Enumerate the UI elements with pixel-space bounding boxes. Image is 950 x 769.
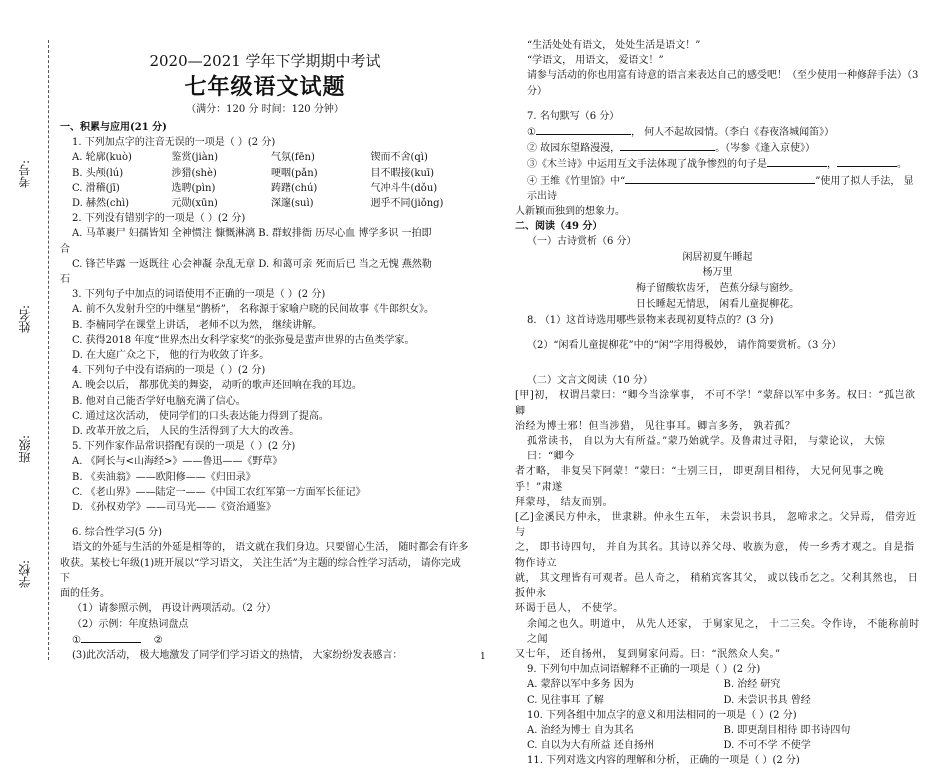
question-8: 8. （1）这首诗选用哪些景物来表现初夏特点的？(3 分) bbox=[527, 314, 774, 326]
q7-answer-blank[interactable] bbox=[767, 156, 827, 167]
q10-option: A. 治经为博士 自为其名 bbox=[527, 724, 634, 736]
q1-option: D. 赫然(chì) bbox=[72, 198, 130, 210]
q7-text: ③《木兰诗》中运用互文手法体现了战争惨烈的句子是 bbox=[527, 159, 767, 171]
right-column bbox=[515, 38, 920, 769]
binding-line bbox=[48, 40, 50, 660]
q7-answer-blank[interactable] bbox=[720, 173, 815, 184]
q7-answer-blank[interactable] bbox=[837, 156, 897, 167]
q7-text: 。（岑参《逢入京使》） bbox=[715, 143, 816, 155]
q4-option: C. 通过这次活动， 使同学们的口头表达能力得到了提高。 bbox=[72, 410, 329, 422]
q5-option: A. 《阿长与<山海经>》——鲁迅——《野草》 bbox=[72, 456, 283, 468]
question-5: 5. 下列作家作品常识搭配有误的一项是（ ）(2 分) bbox=[72, 441, 296, 453]
q6-answer-blanks bbox=[60, 632, 470, 648]
q1-options-row bbox=[60, 196, 470, 211]
poem-author: 杨万里 bbox=[702, 266, 733, 278]
q1-options-row bbox=[60, 150, 470, 165]
q7-line-3 bbox=[515, 156, 920, 172]
passage-line: 又七年， 还自扬州， 复到舅家问焉。曰：“泯然众人矣。” bbox=[515, 648, 781, 660]
question-10: 10. 下列各组中加点字的意义和用法相同的一项是（ ）(2 分) bbox=[527, 709, 797, 721]
q1-option: A. 轮廓(kuò) bbox=[72, 152, 132, 164]
q9-option: D. 未尝识书具 曾经 bbox=[723, 694, 811, 706]
q5-option: B. 《卖油翁》——欧阳修——《归田录》 bbox=[72, 471, 256, 483]
q6-task-2: （2）示例：年度热词盘点 bbox=[72, 618, 189, 630]
q7-text: ， 何人不起故园情。（李白《春夜洛城闻笛》） bbox=[630, 127, 835, 139]
q6-quote: “学语文， 用语文， 爱语文！” bbox=[527, 55, 664, 67]
q1-option: 哽咽(pǎn) bbox=[271, 167, 318, 179]
q1-option: 元勋(xūn) bbox=[171, 198, 218, 210]
q5-option: D. 《孙权劝学》——司马光——《资治通鉴》 bbox=[72, 502, 277, 514]
q6-task-3: (3)此次活动， 极大地激发了同学们学习语文的热情， 大家纷纷发表感言： bbox=[72, 649, 403, 661]
q1-option: 深邃(suì) bbox=[271, 198, 314, 210]
section-1-heading: 一、积累与应用(21 分) bbox=[60, 122, 167, 133]
passage-line: 者才略， 非复吴下阿蒙！”蒙曰：“士别三日， 即更刮目相待， 大兄何见事之晚乎！”肃遂 bbox=[515, 466, 884, 493]
q9-option: A. 蒙辞以军中多务 因为 bbox=[527, 679, 634, 691]
left-column bbox=[60, 38, 470, 663]
q4-option: B. 他对自己能否学好电脑充满了信心。 bbox=[72, 395, 246, 407]
q2-option-cd: C. 锋芒毕露 一返既往 心会神凝 杂乱无章 D. 和蔼可亲 死而后已 当之无愧 燕然勒 bbox=[72, 258, 432, 270]
q1-option: 气氛(fēn) bbox=[271, 152, 315, 164]
q7-text: ， bbox=[827, 159, 837, 171]
q6-task-3-prompt: 请参与活动的你也用富有诗意的语言来表达自己的感受吧！（至少使用一种修辞手法）（3 分） bbox=[527, 70, 919, 97]
binding-strip bbox=[10, 40, 52, 660]
question-11: 11. 下列对选文内容的理解和分析， 正确的一项是（ ）(2 分) bbox=[527, 755, 800, 767]
q7-answer-blank[interactable] bbox=[536, 124, 631, 135]
q3-option: D. 在大庭广众之下， 他的行为收敛了许多。 bbox=[72, 350, 270, 362]
q7-line-2 bbox=[515, 140, 920, 156]
q9-option: B. 治经 研究 bbox=[723, 679, 781, 691]
exam-title: 2020—2021 学年下学期期中考试 bbox=[149, 52, 381, 70]
q9-options-row bbox=[515, 693, 920, 708]
question-4: 4. 下列句子中没有语病的一项是（ ）(2 分) bbox=[72, 365, 266, 377]
q7-text: ② 故园东望路漫漫， bbox=[527, 143, 621, 155]
q2-option-ab-wrap: 合 bbox=[60, 243, 70, 255]
q7-label: ① bbox=[527, 127, 536, 139]
q3-option: B. 李楠同学在课堂上讲话， 老师不以为然， 继续讲解。 bbox=[72, 319, 323, 331]
question-7: 7. 名句默写（6 分） bbox=[527, 110, 620, 122]
q9-option: C. 见往事耳 了解 bbox=[527, 694, 604, 706]
q6-quote: “生活处处有语文， 处处生活是语文！” bbox=[527, 40, 701, 51]
q4-option: D. 改革开放之后， 人民的生活得到了大大的改善。 bbox=[72, 426, 300, 438]
q6-answer-blank[interactable] bbox=[81, 632, 141, 643]
q10-options-row bbox=[515, 723, 920, 738]
q1-options-row bbox=[60, 166, 470, 181]
q6-paragraph: 面的任务。 bbox=[60, 588, 110, 600]
poem-line: 日长睡起无情思， 闲看儿童捉柳花。 bbox=[635, 298, 800, 310]
q10-option: B. 即更刮目相待 即书诗四句 bbox=[723, 724, 851, 736]
q1-option: 目不暇接(kuī) bbox=[370, 167, 435, 179]
exam-no-label: 考号: bbox=[18, 160, 32, 189]
passage-line: 就， 其文理皆有可观者。邑人奇之， 稍稍宾客其父， 或以钱币乞之。父利其然也， 日扳仲永 bbox=[515, 572, 919, 600]
question-2: 2. 下列没有错别字的一项是（ ）(2 分) bbox=[72, 213, 246, 225]
passage-line: 孤常读书， 自以为大有所益。”蒙乃始就学。及鲁肃过寻阳， 与蒙论议， 大惊曰：“卿今 bbox=[527, 436, 886, 463]
class-label: 班级: bbox=[18, 435, 32, 464]
q7-text: ”使用了拟人手法， 显示出诗 bbox=[527, 175, 914, 202]
question-3: 3. 下列句子中加点的词语使用不正确的一项是（ ）(2 分) bbox=[72, 289, 326, 301]
q7-line-4-wrap: 人新颖而独到的想象力。 bbox=[515, 206, 625, 218]
q5-option: C. 《老山界》——陆定一——《中国工农红军第一方面军长征记》 bbox=[72, 486, 366, 498]
subsection-poem: （一）古诗赏析（6 分） bbox=[527, 236, 637, 248]
subsection-classical: （二）文言文阅读（10 分） bbox=[527, 375, 653, 387]
q7-answer-blank[interactable] bbox=[625, 173, 720, 184]
q9-options-row bbox=[515, 677, 920, 692]
passage-line: 环谒于邑人， 不使学。 bbox=[515, 603, 624, 615]
q1-option: 涉猎(shè) bbox=[171, 167, 217, 179]
q1-option: C. 滑稽(jī) bbox=[72, 182, 120, 194]
passage-line: [乙]金溪民方仲永， 世隶耕。仲永生五年， 未尝识书具， 忽啼求之。父异焉， 借旁近与 bbox=[515, 512, 917, 539]
q1-options-row bbox=[60, 181, 470, 196]
passage-line: 余闻之也久。明道中， 从先人还家， 于舅家见之， 十二三矣。令作诗， 不能称前时之闻 bbox=[527, 618, 920, 645]
exam-meta: （满分：120 分 时间：120 分钟） bbox=[186, 104, 344, 115]
q10-option: C. 自以为大有所益 还自扬州 bbox=[527, 740, 654, 752]
q1-option: 鉴赏(jiàn) bbox=[171, 152, 219, 164]
page-number: 1 bbox=[480, 652, 486, 662]
q7-line-1 bbox=[515, 124, 920, 140]
poem-title: 闲居初夏午睡起 bbox=[682, 251, 753, 263]
q2-option-cd-wrap: 石 bbox=[60, 274, 70, 286]
question-6: 6. 综合性学习(5 分) bbox=[72, 527, 163, 539]
q1-option: 选聘(pìn) bbox=[171, 182, 216, 194]
q3-option: C. 获得2018 年度“世界杰出女科学家奖”的张弥曼是蜚声世界的古鱼类学家。 bbox=[72, 334, 415, 346]
q1-option: 气冲斗牛(dǒu) bbox=[370, 182, 438, 194]
q7-text: 。 bbox=[897, 159, 907, 171]
q7-answer-blank[interactable] bbox=[620, 140, 715, 151]
passage-line: 拜蒙母， 结友而别。 bbox=[515, 496, 614, 508]
q10-options-row bbox=[515, 738, 920, 753]
q6-blank-label: ② bbox=[153, 634, 163, 646]
exam-subtitle: 七年级语文试题 bbox=[184, 74, 346, 100]
q7-line-4 bbox=[515, 173, 920, 204]
q6-task-1: （1）请参照示例， 再设计两项活动。（2 分） bbox=[72, 603, 277, 615]
q1-option: B. 头颅(lú) bbox=[72, 167, 124, 179]
passage-line: 治经为博士邪！但当涉猎， 见往事耳。卿言多务， 孰若孤？ bbox=[515, 420, 796, 432]
q1-option: 迥乎不同(jiǒng) bbox=[370, 198, 444, 210]
school-label: 学校: bbox=[18, 560, 32, 589]
q1-option: 踌躇(chú) bbox=[271, 182, 318, 194]
question-1: 1. 下列加点字的注音无误的一项是（ ）(2 分) bbox=[72, 137, 276, 149]
poem-line: 梅子留酸软齿牙， 芭蕉分绿与窗纱。 bbox=[635, 282, 800, 294]
q2-option-ab: A. 马革裹尸 妇孺皆知 全神惯注 慷慨淋漓 B. 群蚁排衙 历尽心血 博学多识 一拍即 bbox=[72, 228, 432, 240]
q10-option: D. 不可不学 不使学 bbox=[723, 740, 811, 752]
name-label: 姓名: bbox=[18, 305, 32, 334]
q4-option: A. 晚会以后， 都那优美的舞姿， 动听的歌声还回响在我的耳边。 bbox=[72, 380, 362, 392]
q7-text: ④ 王维《竹里馆》中“ bbox=[527, 175, 626, 187]
question-8-part-2: （2）“闲看儿童捉柳花”中的“闲”字用得极妙， 请作简要赏析。（3 分） bbox=[527, 340, 842, 352]
q1-option: 锲而不舍(qì) bbox=[370, 152, 428, 164]
question-9: 9. 下列句中加点词语解释不正确的一项是（ ）(2 分) bbox=[527, 664, 761, 676]
q3-option: A. 前不久发射升空的中继星“鹊桥”， 名称源于家喻户晓的民间故事《牛郎织女》。 bbox=[72, 304, 434, 316]
passage-line: [甲]初， 权谓吕蒙曰：“卿今当涂掌事， 不可不学！”蒙辞以军中多务。权曰：“孤岂欲卿 bbox=[515, 390, 916, 417]
q6-blank-label: ① bbox=[72, 634, 81, 646]
passage-line: 之， 即书诗四句， 并自为其名。其诗以养父母、收族为意， 传一乡秀才观之。自是指物作诗立 bbox=[515, 542, 915, 569]
q6-paragraph: 收获。某校七年级(1)班开展以“学习语文， 关注生活”为主题的综合性学习活动， 请你完成下 bbox=[60, 557, 461, 584]
section-2-heading: 二、阅读（49 分） bbox=[515, 221, 603, 233]
q6-paragraph: 语文的外延与生活的外延是相等的， 语文就在我们身边。只要留心生活， 随时都会有许多 bbox=[72, 542, 469, 554]
